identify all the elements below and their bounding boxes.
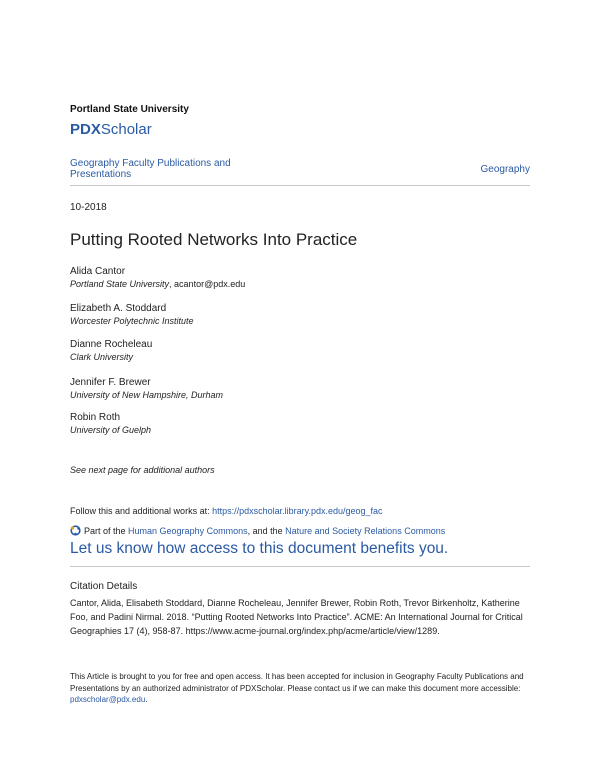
author-affiliation: Worcester Polytechnic Institute: [70, 316, 194, 326]
brand-suffix: Scholar: [100, 121, 152, 138]
university-name: Portland State University: [70, 104, 189, 115]
access-feedback-link[interactable]: Let us know how access to this document benefits you.: [70, 540, 449, 557]
pdxscholar-logo[interactable]: [70, 121, 152, 138]
header-divider: [70, 185, 530, 186]
section-divider: [70, 566, 530, 567]
part-of-and: , and the: [247, 526, 286, 536]
author-entry: [70, 411, 151, 437]
author-affiliation: University of New Hampshire, Durham: [70, 390, 224, 400]
author-name: Robin Roth: [70, 412, 121, 423]
article-title: Putting Rooted Networks Into Practice: [70, 230, 358, 249]
author-name: Alida Cantor: [70, 266, 126, 277]
collection-url-link[interactable]: https://pdxscholar.library.pdx.edu/geog_fac: [212, 506, 383, 516]
author-email: , acantor@pdx.edu: [169, 279, 246, 289]
part-of-prefix: Part of the: [84, 526, 129, 536]
publication-date: 10-2018: [70, 202, 107, 213]
author-name: Dianne Rocheleau: [70, 339, 153, 350]
access-statement-end: .: [145, 695, 148, 704]
nature-society-commons-link[interactable]: Nature and Society Relations Commons: [285, 526, 446, 536]
follow-line: [70, 506, 383, 516]
author-name: Jennifer F. Brewer: [70, 377, 151, 388]
access-statement: [70, 671, 532, 706]
citation-text: Cantor, Alida, Elisabeth Stoddard, Dianne Rocheleau, Jennifer Brewer, Robin Roth, Trevor Birkenholtz, Katherine Foo, and Padini Nirmal. 2018. “Putting Rooted Networks Into Practice”. ACME: An International Journal for Critical Geographies 17 (4), 958-87. https://www.acme-journal.org/index.php/acme/article/view/1289.: [70, 598, 523, 636]
access-statement-text: This Article is brought to you for free and open access. It has been accepted for inclusion in Geography Faculty Publications and Presentations by an authorized administrator of PDXScholar. Please contact us if we can make this document more accessible:: [70, 672, 524, 693]
author-affiliation: University of Guelph: [70, 425, 152, 435]
author-entry: [70, 338, 152, 364]
author-entry: [70, 265, 245, 291]
additional-authors-note: See next page for additional authors: [70, 465, 215, 475]
author-affiliation: Clark University: [70, 352, 134, 362]
follow-prefix: Follow this and additional works at:: [70, 506, 213, 516]
author-affiliation: Portland State University: [70, 279, 170, 289]
citation-heading: Citation Details: [70, 581, 138, 592]
collection-link[interactable]: Geography Faculty Publications and Presentations: [70, 158, 231, 180]
commons-network-icon: [70, 525, 81, 538]
author-entry: [70, 376, 223, 402]
brand-prefix: PDX: [70, 121, 101, 138]
human-geography-commons-link[interactable]: Human Geography Commons: [128, 526, 248, 536]
author-name: Elizabeth A. Stoddard: [70, 303, 167, 314]
author-entry: [70, 302, 194, 328]
department-link[interactable]: Geography: [480, 164, 530, 175]
contact-email-link[interactable]: pdxscholar@pdx.edu: [70, 695, 146, 704]
part-of-line: [70, 525, 445, 538]
